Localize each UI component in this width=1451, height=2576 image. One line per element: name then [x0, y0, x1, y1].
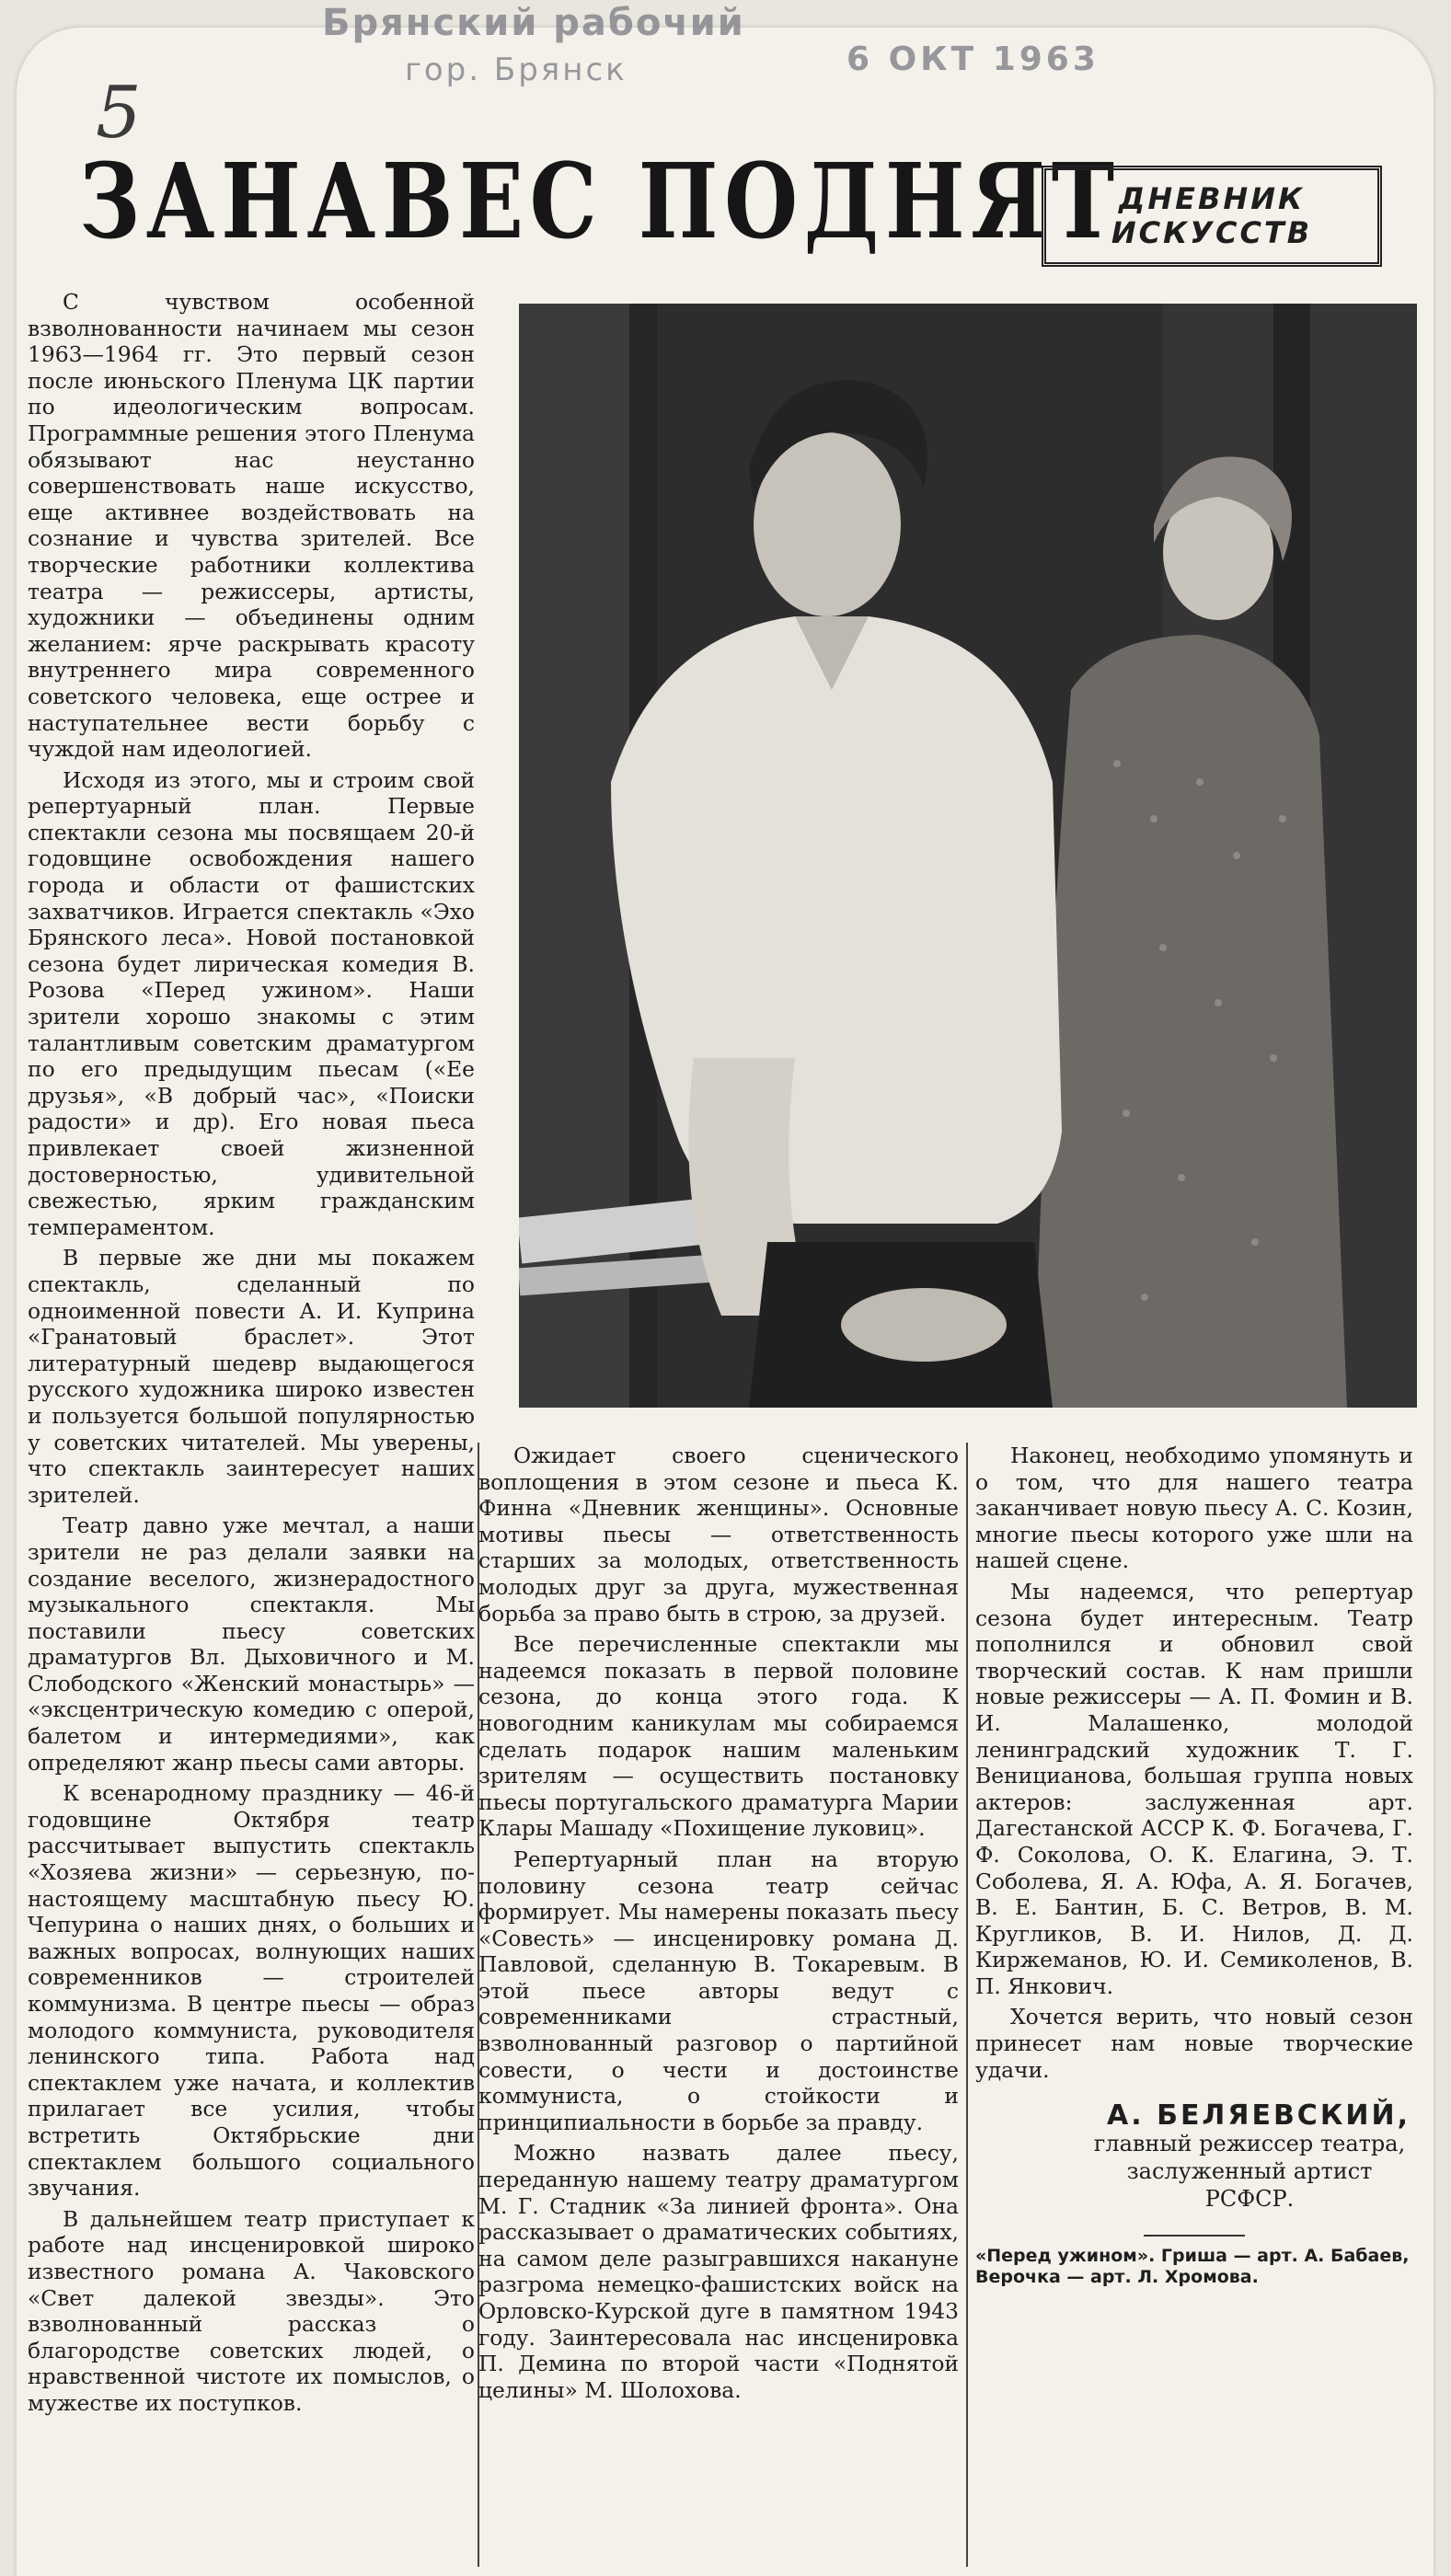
- rubric-line-1: ДНЕВНИК: [1118, 181, 1306, 217]
- handwritten-number: 5: [96, 72, 142, 155]
- paragraph: К всенародному празднику — 46-й годовщине Октября театр рассчитывает выпустить спектакль «Хозяева жизни» — серьезную, по-настоящему масштабную пьесу Ю. Чепурина о наших днях, о больших и важных вопросах, волнующих наших современников — строителей коммунизма. В центре пьесы — образ молодого коммуниста, руководителя ленинского типа. Работа над спектаклем уже начата, и коллектив прилагает все усилия, чтобы встретить Октябрьские дни спектаклем большого социального звучания.: [28, 1780, 475, 2202]
- stage-photo-illustration: [519, 304, 1417, 1408]
- stage-photo: [519, 304, 1417, 1408]
- article-column-2: [478, 1443, 959, 2567]
- rubric-line-2: ИСКУССТВ: [1111, 215, 1313, 250]
- paragraph: Исходя из этого, мы и строим свой репертуарный план. Первые спектакли сезона мы посвящаем 20-й годовщине освобождения нашего города и области от фашистских захватчиков. Играется спектакль «Эхо Брянского леса». Новой постановкой сезона будет лирическая комедия В. Розова «Перед ужином». Наши зрители хорошо знакомы с этим талантливым советским драматургом по его предыдущим пьесам («Ее друзья», «В добрый час», «Поиски радости» и др). Его новая пьеса привлекает своей жизненной достоверностью, удивительной свежестью, ярким гражданским темпераментом.: [28, 766, 475, 1240]
- paragraph: Наконец, необходимо упомянуть и о том, что для нашего театра заканчивает новую пьесу А. С. Козин, многие пьесы которого уже шли на нашей сцене.: [975, 1443, 1413, 1574]
- signature-block: [975, 2099, 1413, 2213]
- column-rule: [966, 1443, 968, 2567]
- paragraph: Репертуарный план на вторую половину сезона театр сейчас формирует. Мы намерены показать пьесу «Совесть» — инсценировку романа Д. Павловой, сделанную В. Токаревым. В этой пьесе авторы ведут с современниками страстный, взволнованный разговор о партийной совести, о чести и достоинстве коммуниста, о стойкости и принципиальности в борьбе за правду.: [478, 1846, 959, 2135]
- headline: ЗАНАВЕС ПОДНЯТ: [79, 142, 1121, 262]
- paragraph: Хочется верить, что новый сезон принесет нам новые творческие удачи.: [975, 2004, 1413, 2083]
- photo-caption: «Перед ужином». Гриша — арт. А. Бабаев, Верочка — арт. Л. Хромова.: [975, 2245, 1410, 2287]
- newspaper-stamp: Брянский рабочий: [322, 2, 745, 44]
- article-column-3: [975, 1443, 1413, 2567]
- paragraph: В дальнейшем театр приступает к работе над инсценировкой широко известного романа А. Чаковского «Свет далекой звезды». Это взволнованный рассказ о благородстве советских людей, о нравственной чистоте их помыслов, о мужестве их поступков.: [28, 2205, 475, 2416]
- article-column-1: [28, 289, 475, 2567]
- paragraph: Мы надеемся, что репертуар сезона будет интересным. Театр пополнился и обновил свой творческий состав. К нам пришли новые режиссеры — А. П. Фомин и В. И. Малашенко, молодой ленинградский художник Т. Г. Веницианова, большая группа новых актеров: заслуженная арт. Дагестанской АССР К. Ф. Богачева, Г. Ф. Соколова, О. К. Елагина, Э. Т. Соболева, Я. А. Юфа, А. Я. Богачев, В. Е. Бантин, Б. С. Ветров, В. М. Кругликов, В. И. Нилов, Д. Д. Киржеманов, Ю. И. Семиколенов, В. П. Янкович.: [975, 1578, 1413, 1999]
- date-stamp: 6 ОКТ 1963: [846, 40, 1100, 78]
- author-title-line-1: главный режиссер театра,: [1093, 2130, 1406, 2156]
- paragraph: Театр давно уже мечтал, а наши зрители не раз делали заявки на создание веселого, жизнерадостного музыкального спектакля. Мы поставили пьесу советских драматургов Вл. Дыховичного и М. Слободского «Женский монастырь» — «эксцентрическую комедию с оперой, балетом и интермедиями», как определяют жанр пьесы сами авторы.: [28, 1512, 475, 1776]
- paragraph: С чувством особенной взволнованности начинаем мы сезон 1963—1964 гг. Это первый сезон после июньского Пленума ЦК партии по идеологическим вопросам. Программные решения этого Пленума обязывают нас неустанно совершенствовать наше искусство, еще активнее воздействовать на сознание и чувства зрителей. Все творческие работники коллектива театра — режиссеры, артисты, художники — объединены одним желанием: ярче раскрывать красоту внутреннего мира современного советского человека, еще острее и наступательнее вести борьбу с чуждой нам идеологией.: [28, 289, 475, 763]
- rubric-box: [1042, 166, 1382, 267]
- author-name: А. БЕЛЯЕВСКИЙ,: [1107, 2099, 1411, 2133]
- city-stamp: гор. Брянск: [405, 52, 628, 88]
- paragraph: В первые же дни мы покажем спектакль, сделанный по одноименной повести А. И. Куприна «Гранатовый браслет». Этот литературный шедевр выдающегося русского художника широко известен и пользуется большой популярностью у советских читателей. Мы уверены, что спектакль заинтересует наших зрителей.: [28, 1245, 475, 1508]
- paragraph: Ожидает своего сценического воплощения в этом сезоне и пьеса К. Финна «Дневник женщины». Основные мотивы пьесы — ответственность старших за молодых, ответственность молодых друг за друга, мужественная борьба за право быть в строю, за друзей.: [478, 1443, 959, 1627]
- caption-rule: [1144, 2235, 1245, 2237]
- paragraph: Можно назвать далее пьесу, переданную нашему театру драматургом М. Г. Стадник «За линией фронта». Она рассказывает о драматических событиях, на самом деле разыгравшихся накануне разгрома немецко-фашистских войск на Орловско-Курской дуге в памятном 1943 году. Заинтересовала нас инсценировка П. Демина по второй части «Поднятой целины» М. Шолохова.: [478, 2140, 959, 2403]
- paragraph: Все перечисленные спектакли мы надеемся показать в первой половине сезона, до конца этого года. К новогодним каникулам мы собираемся сделать подарок нашим маленьким зрителям — осуществить постановку пьесы португальского драматурга Марии Клары Машаду «Похищение луковиц».: [478, 1631, 959, 1842]
- author-title-line-2: заслуженный артист РСФСР.: [1126, 2157, 1373, 2212]
